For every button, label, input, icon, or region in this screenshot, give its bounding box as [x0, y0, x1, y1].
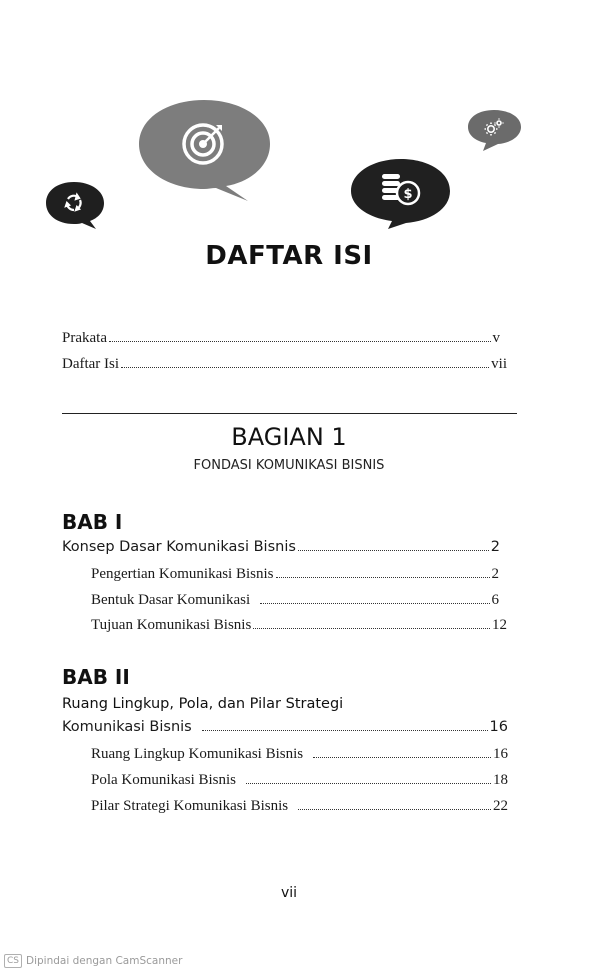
toc-entry-daftar-isi[interactable]: [62, 356, 507, 373]
toc-entry-label: Komunikasi Bisnis: [62, 719, 192, 735]
toc-entry-label: Pilar Strategi Komunikasi Bisnis: [91, 798, 289, 814]
chapter-label: BAB II: [62, 665, 130, 689]
toc-entry-page: 2: [490, 539, 500, 555]
scanner-text: Dipindai dengan CamScanner: [26, 955, 183, 967]
dot-leader: [313, 757, 491, 758]
coins-bubble: [348, 157, 454, 231]
recycle-bubble: [44, 180, 106, 230]
dot-leader: [298, 550, 489, 551]
toc-chapter-2-title-line-1[interactable]: Ruang Lingkup, Pola, dan Pilar Strategi: [62, 696, 344, 712]
target-bubble: [136, 98, 274, 202]
page-number: vii: [280, 885, 298, 901]
toc-section-2-3[interactable]: [91, 798, 508, 815]
toc-entry-page: v: [492, 330, 500, 346]
toc-chapter-1-title[interactable]: [62, 539, 500, 555]
section-divider: [62, 413, 517, 414]
dot-leader: [276, 577, 490, 578]
toc-section-2-2[interactable]: [91, 772, 508, 789]
dot-leader: [202, 730, 488, 731]
toc-entry-page: 6: [491, 592, 499, 608]
toc-chapter-2-title[interactable]: [62, 719, 508, 735]
toc-entry-page: 2: [491, 566, 499, 582]
dot-leader: [260, 603, 489, 604]
toc-entry-label: Tujuan Komunikasi Bisnis: [91, 617, 252, 633]
scanner-watermark: [4, 954, 182, 968]
page-title: DAFTAR ISI: [205, 241, 373, 271]
toc-entry-label: Pola Komunikasi Bisnis: [91, 772, 237, 788]
toc-entry-label: Konsep Dasar Komunikasi Bisnis: [62, 539, 296, 555]
part-title: BAGIAN 1: [231, 423, 347, 451]
toc-entry-label: Pengertian Komunikasi Bisnis: [91, 566, 274, 582]
dot-leader: [121, 367, 489, 368]
toc-entry-label: Prakata: [62, 330, 107, 346]
camscanner-logo-icon: CS: [4, 954, 22, 968]
dot-leader: [109, 341, 491, 342]
toc-section-1-3[interactable]: [91, 617, 507, 634]
toc-section-1-2[interactable]: [91, 592, 499, 609]
toc-entry-prakata[interactable]: [62, 330, 500, 347]
dot-leader: [298, 809, 491, 810]
toc-entry-label: Bentuk Dasar Komunikasi: [91, 592, 251, 608]
toc-entry-page: 18: [493, 772, 508, 788]
svg-text:$: $: [403, 187, 413, 202]
gears-bubble: [465, 108, 523, 152]
dot-leader: [253, 628, 490, 629]
toc-entry-page: 16: [489, 719, 508, 735]
toc-entry-label: Ruang Lingkup Komunikasi Bisnis: [91, 746, 304, 762]
chapter-label: BAB I: [62, 510, 123, 534]
toc-entry-page: 16: [493, 746, 508, 762]
dot-leader: [246, 783, 491, 784]
toc-entry-label: Daftar Isi: [62, 356, 120, 372]
toc-section-2-1[interactable]: [91, 746, 508, 763]
part-subtitle: FONDASI KOMUNIKASI BISNIS: [193, 458, 385, 473]
toc-entry-page: 22: [493, 798, 508, 814]
toc-section-1-1[interactable]: [91, 566, 499, 583]
toc-entry-page: 12: [492, 617, 507, 633]
toc-entry-page: vii: [491, 356, 507, 372]
